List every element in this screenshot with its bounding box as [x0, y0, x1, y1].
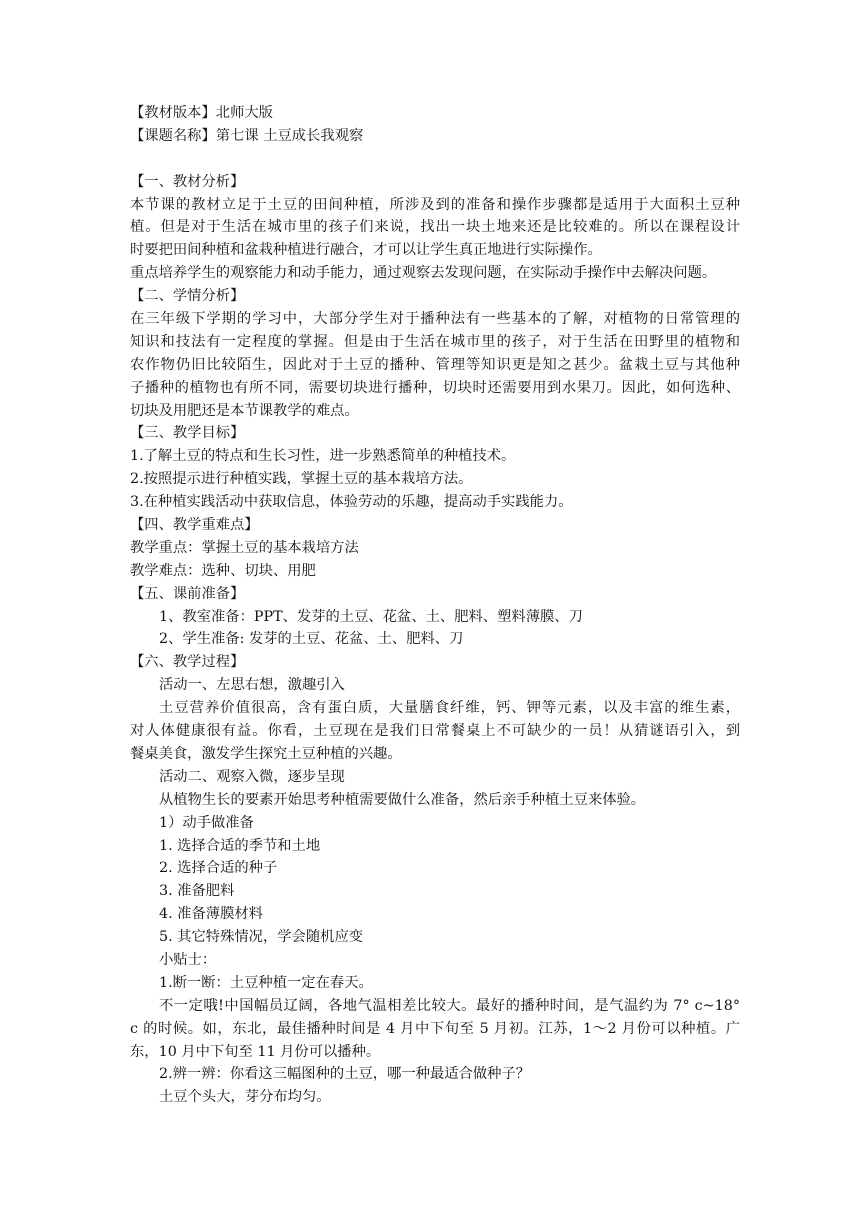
tip-question: 2.辨一辨：你看这三幅图种的土豆，哪一种最适合做种子？: [159, 1066, 531, 1083]
paragraph-line: 知识和技法有一定程度的掌握。但是由于生活在城市里的孩子，对于生活在田野里的植物和: [130, 333, 740, 350]
tips-heading: 小贴士：: [159, 951, 217, 968]
section-heading-objectives: 【三、教学目标】: [130, 425, 245, 442]
preparation-item: 1、教室准备：PPT、发芽的土豆、花盆、土、肥料、塑料薄膜、刀: [159, 608, 583, 625]
paragraph-line: 在三年级下学期的学习中，大部分学生对于播种法有一些基本的了解，对植物的日常管理的: [130, 311, 740, 328]
section-heading-teaching-process: 【六、教学过程】: [130, 654, 245, 671]
edition-line: 【教材版本】北师大版: [130, 105, 273, 121]
activity-title: 活动一、左思右想，激趣引入: [159, 677, 345, 694]
paragraph-line: 对人体健康很有益。你看，土豆现在是我们日常餐桌上不可缺少的一员！从猜谜语引入，到: [130, 723, 740, 740]
objective-item: 1.了解土豆的特点和生长习性，进一步熟悉简单的种植技术。: [130, 448, 516, 465]
paragraph-line: 土豆营养价值很高，含有蛋白质，大量膳食纤维，钙、钾等元素，以及丰富的维生素，: [159, 700, 740, 717]
paragraph-line: 东，10 月中下旬至 11 月份可以播种。: [130, 1043, 381, 1060]
list-item: 3. 准备肥料: [159, 883, 235, 900]
paragraph-line: 切块及用肥还是本节课教学的难点。: [130, 402, 359, 419]
paragraph-line: 餐桌美食，激发学生探究土豆种植的兴趣。: [130, 745, 402, 762]
paragraph-line: 不一定哦!中国幅员辽阔，各地气温相差比较大。最好的播种时间，是气温约为 7° c~18°: [159, 997, 740, 1014]
preparation-item: 2、学生准备: 发芽的土豆、花盆、土、肥料、刀: [159, 631, 464, 648]
list-item: 2. 选择合适的种子: [159, 860, 278, 877]
objective-item: 3.在种植实践活动中获取信息，体验劳动的乐趣，提高动手实践能力。: [130, 494, 573, 511]
paragraph-line: 土豆个头大，芽分布均匀。: [159, 1089, 331, 1106]
activity-title: 活动二、观察入微，逐步呈现: [159, 768, 345, 785]
paragraph-line: c 的时候。如，东北，最佳播种时间是 4 月中下旬至 5 月初。江苏，1～2 月份可以种植。广: [130, 1020, 740, 1037]
key-point-line: 教学重点：掌握土豆的基本栽培方法: [130, 539, 359, 556]
section-heading-preparation: 【五、课前准备】: [130, 585, 245, 602]
section-heading-learner-analysis: 【二、学情分析】: [130, 288, 245, 305]
paragraph-line: 从植物生长的要素开始思考种植需要做什么准备，然后亲手种植土豆来体验。: [159, 791, 646, 808]
paragraph-line: 重点培养学生的观察能力和动手能力，通过观察去发现问题，在实际动手操作中去解决问题。: [130, 265, 717, 282]
blank-line: [130, 148, 740, 171]
paragraph-line: 本节课的教材立足于土豆的田间种植，所涉及到的准备和操作步骤都是适用于大面积土豆种: [130, 196, 740, 213]
list-item: 5. 其它特殊情况，学会随机应变: [159, 929, 364, 946]
objective-item: 2.按照提示进行种植实践，掌握土豆的基本栽培方法。: [130, 471, 473, 488]
list-item: 4. 准备薄膜材料: [159, 906, 263, 923]
paragraph-line: 植。但是对于生活在城市里的孩子们来说，找出一块土地来还是比较难的。所以在课程设计: [130, 219, 740, 236]
section-heading-textbook-analysis: 【一、教材分析】: [130, 173, 245, 190]
paragraph-line: 时要把田间种植和盆栽种植进行融合，才可以让学生真正地进行实际操作。: [130, 242, 602, 259]
document-page: [130, 102, 740, 1109]
section-heading-key-points: 【四、教学重难点】: [130, 517, 259, 534]
list-item: 1. 选择合适的季节和土地: [159, 837, 321, 854]
sub-heading: 1）动手做准备: [159, 814, 254, 831]
tip-question: 1.断一断：土豆种植一定在春天。: [159, 974, 373, 991]
paragraph-line: 子播种的植物也有所不同，需要切块进行播种，切块时还需要用到水果刀。因此，如何选种、: [130, 379, 740, 396]
difficult-point-line: 教学难点：选种、切块、用肥: [130, 562, 316, 579]
lesson-title: 【课题名称】第七课 土豆成长我观察: [130, 127, 364, 144]
paragraph-line: 农作物仍旧比较陌生，因此对于土豆的播种、管理等知识更是知之甚少。盆栽土豆与其他种: [130, 356, 740, 373]
